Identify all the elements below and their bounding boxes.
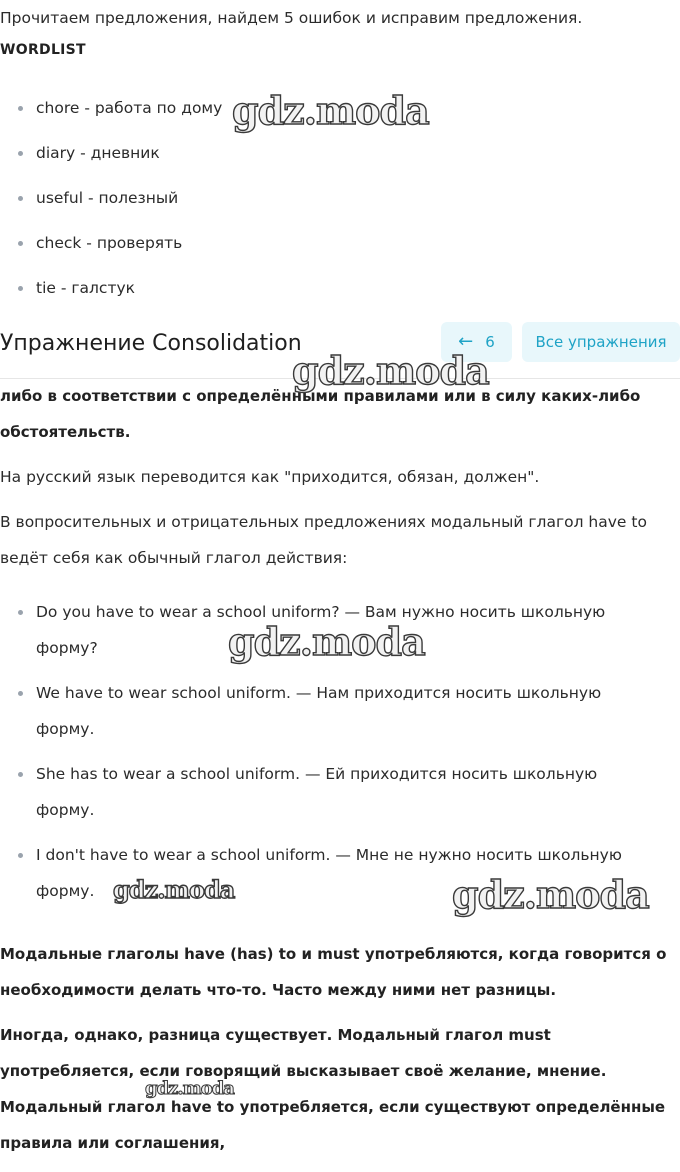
exercise-title: Упражнение Consolidation bbox=[0, 331, 302, 356]
watermark: gdz.moda bbox=[145, 1078, 234, 1099]
list-item: tie - галстук bbox=[0, 272, 680, 317]
paragraph: Иногда, однако, разница существует. Модальный глагол must употребляется, если говорящий высказывает своё желание, мнение. Модальный глагол have to употребляется, если существуют определённые правила или соглашения, bbox=[0, 1026, 666, 1152]
paragraph: либо в соответствии с определёнными правилами или в силу каких-либо обстоятельств. bbox=[0, 387, 641, 441]
wordlist-heading: WORDLIST bbox=[0, 42, 86, 58]
all-exercises-button[interactable]: Все упражнения bbox=[522, 322, 680, 362]
paragraph: На русский язык переводится как "приходится, обязан, должен". bbox=[0, 468, 540, 486]
list-item: I don't have to wear a school uniform. — Мне не нужно носить школьную форму. bbox=[0, 837, 680, 918]
watermark: gdz.moda bbox=[452, 872, 649, 917]
watermark: gdz.moda bbox=[232, 88, 429, 133]
list-item: She has to wear a school uniform. — Ей приходится носить школьную форму. bbox=[0, 756, 680, 837]
paragraph: В вопросительных и отрицательных предложениях модальный глагол have to ведёт себя как обычный глагол действия: bbox=[0, 513, 647, 567]
arrow-left-icon: ← bbox=[458, 331, 474, 352]
list-item: chore - работа по дому bbox=[0, 92, 680, 137]
intro-text: Прочитаем предложения, найдем 5 ошибок и исправим предложения. bbox=[0, 9, 583, 27]
list-item: We have to wear school uniform. — Нам приходится носить школьную форму. bbox=[0, 675, 680, 756]
watermark: gdz.moda bbox=[292, 348, 489, 393]
list-item: diary - дневник bbox=[0, 137, 680, 182]
list-item: useful - полезный bbox=[0, 182, 680, 227]
list-item: Do you have to wear a school uniform? — Вам нужно носить школьную форму? bbox=[0, 594, 680, 675]
watermark: gdz.moda bbox=[228, 619, 425, 664]
list-item: check - проверять bbox=[0, 227, 680, 272]
watermark: gdz.moda bbox=[113, 875, 235, 904]
previous-exercise-number: 6 bbox=[485, 333, 495, 351]
paragraph: Модальные глаголы have (has) to и must употребляются, когда говорится о необходимости делать что-то. Часто между ними нет разницы. bbox=[0, 945, 667, 999]
